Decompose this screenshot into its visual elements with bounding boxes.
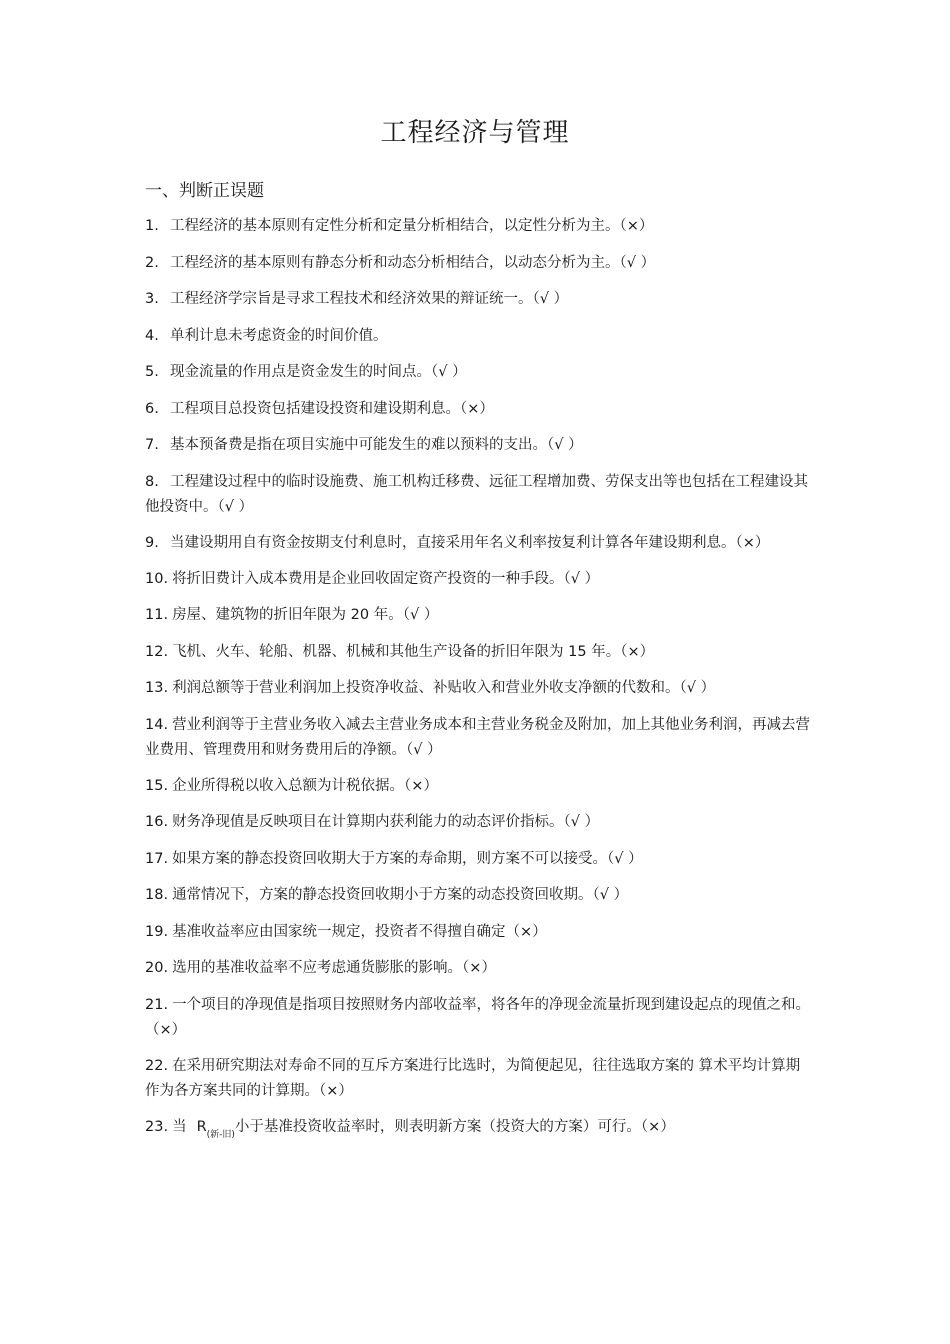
- question-text: 小于基准投资收益率时，则表明新方案（投资大的方案）可行。（×）: [234, 1118, 675, 1135]
- question-item: [145, 603, 813, 628]
- question-number: 12.: [145, 643, 169, 660]
- question-text: 利润总额等于营业利润加上投资净收益、补贴收入和营业外收支净额的代数和。（√ ）: [172, 680, 716, 696]
- question-text: 工程项目总投资包括建设投资和建设期利息。（×）: [170, 400, 494, 417]
- question-number: 11.: [145, 607, 169, 623]
- question-item: [145, 810, 813, 835]
- question-number: 20.: [145, 960, 169, 976]
- question-item: [145, 470, 813, 520]
- document-title: 工程经济与管理: [380, 118, 570, 148]
- question-list: [145, 214, 813, 1153]
- question-prefix: 当: [172, 1118, 187, 1135]
- question-text: 工程建设过程中的临时设施费、施工机构迁移费、远征工程增加费、劳保支出等也包括在工程建设其他投资中。（√ ）: [145, 473, 808, 515]
- question-number: 9.: [145, 534, 159, 551]
- question-number: 14.: [145, 716, 169, 733]
- question-number: 1.: [145, 218, 159, 234]
- question-item: [145, 214, 813, 239]
- rate-symbol: R: [196, 1118, 207, 1135]
- question-number: 18.: [145, 887, 169, 903]
- question-item: [145, 360, 813, 385]
- question-item: [145, 397, 813, 422]
- question-text: 财务净现值是反映项目在计算期内获利能力的动态评价指标。（√ ）: [172, 814, 600, 830]
- question-text: 将折旧费计入成本费用是企业回收固定资产投资的一种手段。（√ ）: [172, 570, 600, 587]
- question-text: 在采用研究期法对寿命不同的互斥方案进行比选时，为简便起见，往往选取方案的 算术平均计算期作为各方案共同的计算期。（×）: [145, 1057, 801, 1099]
- question-item: [145, 251, 813, 276]
- question-text: 工程经济的基本原则有静态分析和动态分析相结合，以动态分析为主。（√ ）: [170, 254, 656, 271]
- question-item: [145, 433, 813, 458]
- question-text: 企业所得税以收入总额为计税依据。（×）: [172, 777, 438, 794]
- question-text: 现金流量的作用点是资金发生的时间点。（√ ）: [170, 364, 467, 380]
- rate-subscript: (新-旧): [206, 1129, 235, 1140]
- question-number: 8.: [145, 473, 159, 490]
- question-number: 22.: [145, 1057, 169, 1074]
- question-text: 单利计息未考虑资金的时间价值。: [170, 327, 388, 344]
- question-text: 当建设期用自有资金按期支付利息时，直接采用年名义利率按复利计算各年建设期利息。（×）: [170, 534, 770, 551]
- question-item: [145, 567, 813, 592]
- question-number: 21.: [145, 996, 169, 1013]
- question-text: 房屋、建筑物的折旧年限为 20 年。（√ ）: [172, 607, 439, 623]
- question-text: 飞机、火车、轮船、机器、机械和其他生产设备的折旧年限为 15 年。（×）: [172, 643, 655, 660]
- question-item: [145, 1054, 813, 1104]
- question-number: 6.: [145, 400, 159, 417]
- question-item: [145, 920, 813, 945]
- question-text: 通常情况下，方案的静态投资回收期小于方案的动态投资回收期。（√ ）: [172, 887, 629, 903]
- question-number: 4.: [145, 327, 159, 344]
- question-item: [145, 956, 813, 981]
- question-number: 13.: [145, 680, 169, 696]
- question-number: 16.: [145, 814, 169, 830]
- question-item: [145, 531, 813, 556]
- question-item: [145, 1115, 813, 1142]
- question-text: 工程经济学宗旨是寻求工程技术和经济效果的辩证统一。（√ ）: [170, 291, 569, 307]
- question-item: [145, 287, 813, 312]
- question-number: 5.: [145, 364, 159, 380]
- question-item: [145, 993, 813, 1043]
- question-text: 选用的基准收益率不应考虑通货膨胀的影响。（×）: [172, 960, 496, 976]
- question-text: 一个项目的净现值是指项目按照财务内部收益率，将各年的净现金流量折现到建设起点的现值之和。（×）: [145, 996, 811, 1038]
- question-item: [145, 676, 813, 701]
- section-heading: 一、判断正误题: [145, 181, 264, 201]
- question-number: 15.: [145, 777, 169, 794]
- question-item: [145, 640, 813, 665]
- question-number: 23.: [145, 1118, 169, 1135]
- question-item: [145, 713, 813, 763]
- question-number: 2.: [145, 254, 159, 271]
- question-number: 10.: [145, 570, 169, 587]
- question-number: 3.: [145, 291, 159, 307]
- question-text: 工程经济的基本原则有定性分析和定量分析相结合，以定性分析为主。（×）: [170, 218, 654, 234]
- question-item: [145, 324, 813, 349]
- question-number: 19.: [145, 923, 169, 940]
- question-text: 基准收益率应由国家统一规定，投资者不得擅自确定（×）: [172, 923, 547, 940]
- question-text: 基本预备费是指在项目实施中可能发生的难以预料的支出。（√ ）: [170, 437, 583, 453]
- question-text: 营业利润等于主营业务收入减去主营业务成本和主营业务税金及附加，加上其他业务利润，再减去营业费用、管理费用和财务费用后的净额。（√ ）: [145, 716, 811, 758]
- question-number: 17.: [145, 850, 169, 867]
- question-text: 如果方案的静态投资回收期大于方案的寿命期，则方案不可以接受。（√ ）: [172, 850, 643, 867]
- question-item: [145, 883, 813, 908]
- question-number: 7.: [145, 437, 159, 453]
- question-item: [145, 847, 813, 872]
- question-item: [145, 774, 813, 799]
